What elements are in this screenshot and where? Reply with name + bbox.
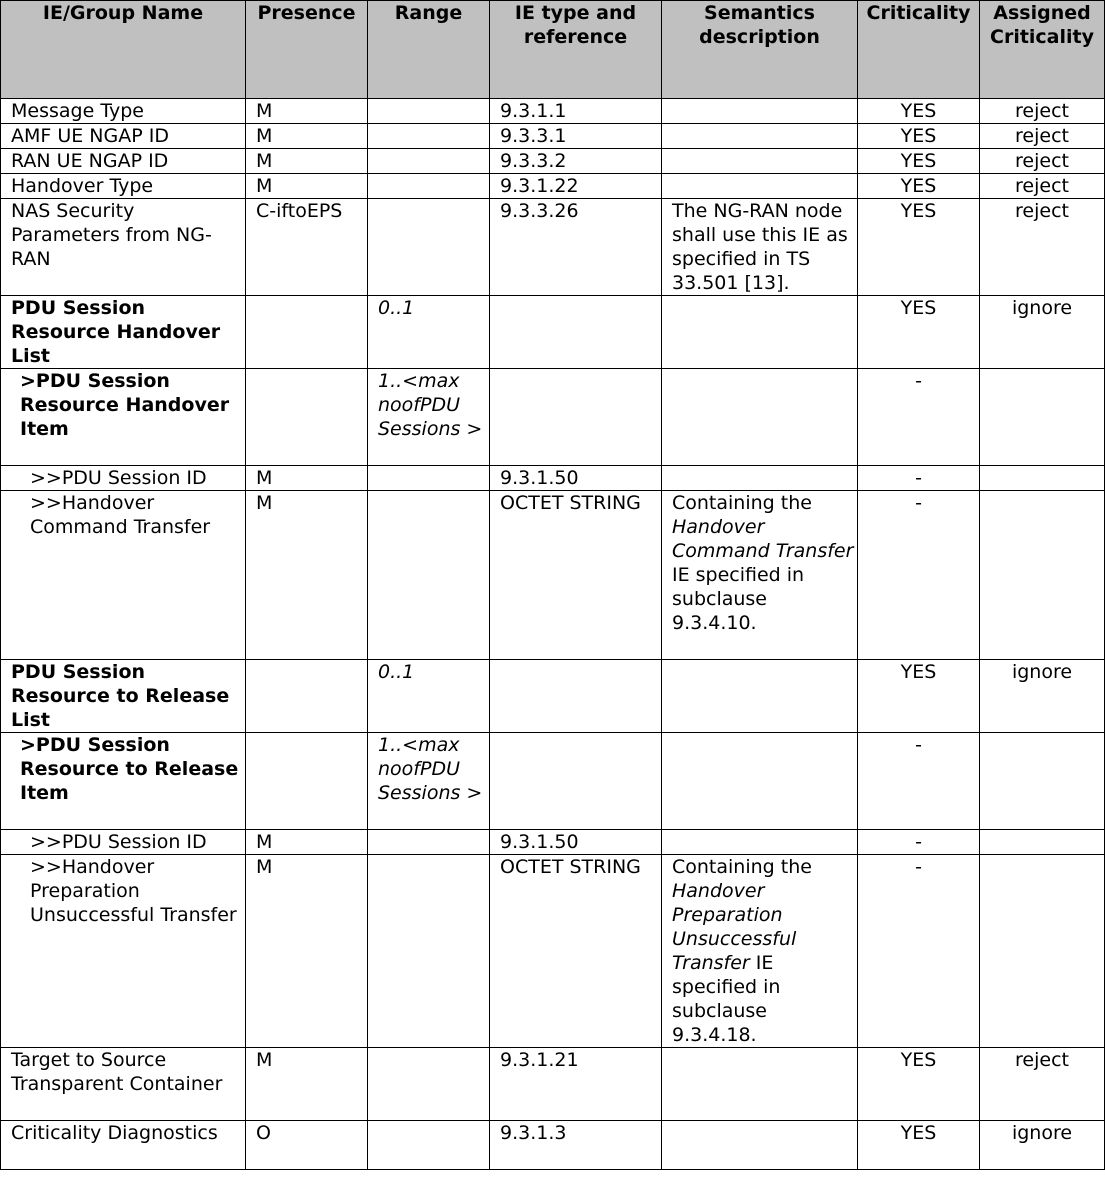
- range: [368, 830, 490, 855]
- criticality: YES: [858, 1121, 980, 1170]
- ie-name: Target to Source Transparent Container: [1, 1048, 246, 1121]
- criticality: YES: [858, 99, 980, 124]
- ie-name: Handover Type: [1, 174, 246, 199]
- semantics-ie-ref: Handover Preparation Unsuccessful Transfer: [672, 880, 797, 974]
- presence: M: [246, 491, 368, 660]
- ie-type: [490, 369, 662, 466]
- header-row: [1, 1, 1105, 99]
- presence: M: [246, 830, 368, 855]
- criticality: -: [858, 491, 980, 660]
- semantics-text: IE specified in subclause 9.3.4.18.: [672, 952, 781, 1046]
- semantics: [662, 491, 858, 660]
- table-row: [1, 830, 1105, 855]
- range: [368, 1048, 490, 1121]
- semantics: [662, 466, 858, 491]
- semantics-text: IE specified in subclause 9.3.4.10.: [672, 564, 805, 634]
- criticality: -: [858, 369, 980, 466]
- range: 1..<max noofPDU Sessions >: [368, 369, 490, 466]
- table-row: [1, 99, 1105, 124]
- criticality: YES: [858, 296, 980, 369]
- ie-name: >>PDU Session ID: [1, 830, 246, 855]
- criticality: YES: [858, 124, 980, 149]
- table-row: [1, 149, 1105, 174]
- semantics: [662, 1048, 858, 1121]
- assigned-criticality: reject: [980, 124, 1105, 149]
- ie-name: >PDU Session Resource to Release Item: [1, 733, 246, 830]
- ie-type: 9.3.1.22: [490, 174, 662, 199]
- ie-type: 9.3.3.2: [490, 149, 662, 174]
- ie-type: 9.3.1.3: [490, 1121, 662, 1170]
- presence: M: [246, 99, 368, 124]
- semantics: [662, 99, 858, 124]
- header-semantics: Semantics description: [662, 1, 858, 99]
- range: [368, 491, 490, 660]
- presence: M: [246, 855, 368, 1048]
- presence: O: [246, 1121, 368, 1170]
- ie-type: OCTET STRING: [490, 855, 662, 1048]
- criticality: YES: [858, 149, 980, 174]
- table-row: [1, 855, 1105, 1048]
- ie-name: Message Type: [1, 99, 246, 124]
- semantics: [662, 855, 858, 1048]
- assigned-criticality: reject: [980, 174, 1105, 199]
- ie-type: [490, 660, 662, 733]
- semantics: [662, 174, 858, 199]
- table-row: [1, 174, 1105, 199]
- ie-type: [490, 296, 662, 369]
- assigned-criticality: reject: [980, 99, 1105, 124]
- assigned-criticality: reject: [980, 1048, 1105, 1121]
- presence: M: [246, 1048, 368, 1121]
- presence: [246, 660, 368, 733]
- range: [368, 124, 490, 149]
- semantics-ie-ref: Handover Command Transfer: [672, 516, 854, 562]
- semantics-text: Containing the: [672, 492, 812, 514]
- table-row: [1, 491, 1105, 660]
- ie-type: 9.3.1.21: [490, 1048, 662, 1121]
- assigned-criticality: ignore: [980, 296, 1105, 369]
- semantics: [662, 733, 858, 830]
- semantics: [662, 830, 858, 855]
- presence: M: [246, 466, 368, 491]
- ie-type: OCTET STRING: [490, 491, 662, 660]
- ie-name: Criticality Diagnostics: [1, 1121, 246, 1170]
- ie-name: PDU Session Resource Handover List: [1, 296, 246, 369]
- header-presence: Presence: [246, 1, 368, 99]
- ie-type: 9.3.1.50: [490, 466, 662, 491]
- table-row: [1, 296, 1105, 369]
- criticality: YES: [858, 174, 980, 199]
- range: [368, 174, 490, 199]
- semantics-text: Containing the: [672, 856, 812, 878]
- semantics: [662, 124, 858, 149]
- table-row: [1, 199, 1105, 296]
- header-ie-group-name: IE/Group Name: [1, 1, 246, 99]
- ie-type: 9.3.3.1: [490, 124, 662, 149]
- presence: [246, 369, 368, 466]
- table-row: [1, 660, 1105, 733]
- criticality: -: [858, 855, 980, 1048]
- semantics: [662, 1121, 858, 1170]
- ie-name: NAS Security Parameters from NG-RAN: [1, 199, 246, 296]
- assigned-criticality: ignore: [980, 1121, 1105, 1170]
- criticality: -: [858, 830, 980, 855]
- assigned-criticality: [980, 733, 1105, 830]
- criticality: YES: [858, 199, 980, 296]
- assigned-criticality: reject: [980, 149, 1105, 174]
- ie-type: 9.3.1.50: [490, 830, 662, 855]
- header-criticality: Criticality: [858, 1, 980, 99]
- assigned-criticality: [980, 855, 1105, 1048]
- range: 0..1: [368, 660, 490, 733]
- semantics: The NG-RAN node shall use this IE as specified in TS 33.501 [13].: [662, 199, 858, 296]
- assigned-criticality: [980, 491, 1105, 660]
- range: [368, 199, 490, 296]
- ie-name: >>PDU Session ID: [1, 466, 246, 491]
- assigned-criticality: ignore: [980, 660, 1105, 733]
- range: 0..1: [368, 296, 490, 369]
- ie-type: [490, 733, 662, 830]
- presence: [246, 296, 368, 369]
- table-row: [1, 369, 1105, 466]
- header-assigned-criticality: Assigned Criticality: [980, 1, 1105, 99]
- semantics: [662, 149, 858, 174]
- semantics: [662, 660, 858, 733]
- assigned-criticality: [980, 830, 1105, 855]
- range: [368, 466, 490, 491]
- semantics: [662, 369, 858, 466]
- assigned-criticality: [980, 466, 1105, 491]
- criticality: YES: [858, 660, 980, 733]
- ie-name: RAN UE NGAP ID: [1, 149, 246, 174]
- table-row: [1, 124, 1105, 149]
- ie-name: >>Handover Preparation Unsuccessful Transfer: [1, 855, 246, 1048]
- presence: M: [246, 124, 368, 149]
- range: 1..<max noofPDU Sessions >: [368, 733, 490, 830]
- range: [368, 855, 490, 1048]
- criticality: -: [858, 733, 980, 830]
- presence: M: [246, 149, 368, 174]
- ie-name: PDU Session Resource to Release List: [1, 660, 246, 733]
- semantics: [662, 296, 858, 369]
- criticality: YES: [858, 1048, 980, 1121]
- range: [368, 1121, 490, 1170]
- header-ie-type: IE type and reference: [490, 1, 662, 99]
- ie-name: AMF UE NGAP ID: [1, 124, 246, 149]
- header-range: Range: [368, 1, 490, 99]
- presence: [246, 733, 368, 830]
- table-row: [1, 1121, 1105, 1170]
- ie-type: 9.3.1.1: [490, 99, 662, 124]
- table-row: [1, 733, 1105, 830]
- table-row: [1, 1048, 1105, 1121]
- assigned-criticality: reject: [980, 199, 1105, 296]
- table-row: [1, 466, 1105, 491]
- ie-name: >>Handover Command Transfer: [1, 491, 246, 660]
- range: [368, 99, 490, 124]
- ie-type: 9.3.3.26: [490, 199, 662, 296]
- ie-name: >PDU Session Resource Handover Item: [1, 369, 246, 466]
- criticality: -: [858, 466, 980, 491]
- assigned-criticality: [980, 369, 1105, 466]
- range: [368, 149, 490, 174]
- presence: C-iftoEPS: [246, 199, 368, 296]
- presence: M: [246, 174, 368, 199]
